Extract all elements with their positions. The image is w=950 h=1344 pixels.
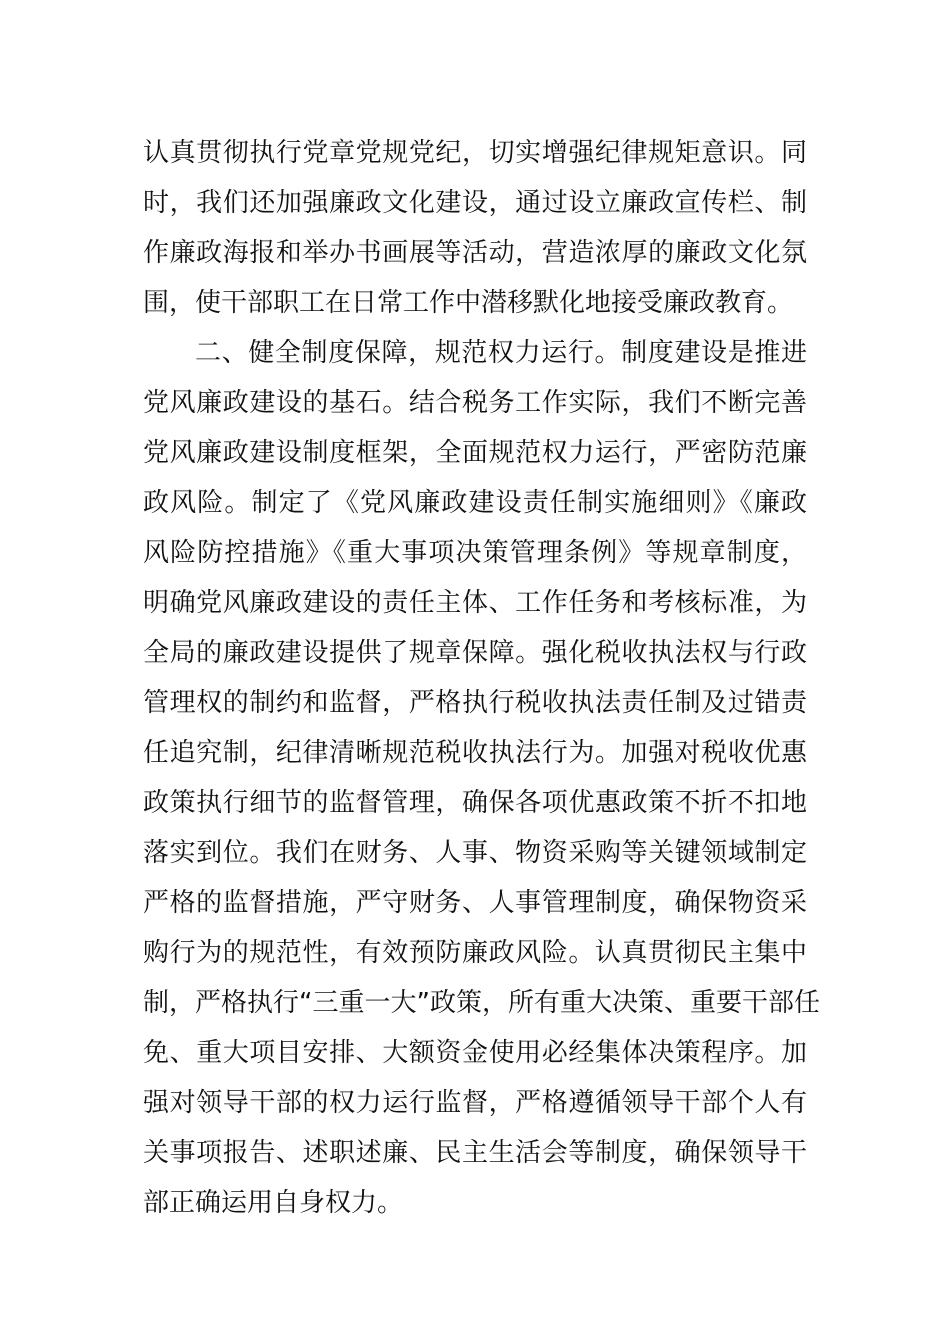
text-line: 落实到位。我们在财务、人事、物资采购等关键领域制定 [143,838,807,868]
section-heading-line: 二、健全制度保障，规范权力运行。制度建设是推进 [195,338,807,368]
text-line: 全局的廉政建设提供了规章保障。强化税收执法权与行政 [143,638,807,668]
text-line: 党风廉政建设制度框架，全面规范权力运行，严密防范廉 [143,438,807,468]
paragraph-section-two [143,328,820,1228]
text-line: 政策执行细节的监督管理，确保各项优惠政策不折不扣地 [143,788,807,818]
text-line: 购行为的规范性，有效预防廉政风险。认真贯彻民主集中 [143,938,807,968]
text-line: 部正确运用自身权力。 [143,1188,404,1218]
text-line: 风险防控措施》《重大事项决策管理条例》等规章制度， [143,538,807,568]
text-line: 党风廉政建设的基石。结合税务工作实际，我们不断完善 [143,388,807,418]
text-line: 政风险。制定了《党风廉政建设责任制实施细则》《廉政 [143,488,807,518]
text-line: 免、重大项目安排、大额资金使用必经集体决策程序。加 [143,1038,807,1068]
text-line: 任追究制，纪律清晰规范税收执法行为。加强对税收优惠 [143,738,807,768]
text-line: 作廉政海报和举办书画展等活动，营造浓厚的廉政文化氛 [143,238,807,268]
text-line: 制，严格执行“三重一大”政策，所有重大决策、重要干部任 [143,988,820,1018]
text-line: 明确党风廉政建设的责任主体、工作任务和考核标准，为 [143,588,807,618]
text-line: 强对领导干部的权力运行监督，严格遵循领导干部个人有 [143,1088,807,1118]
document-body [143,128,820,1228]
text-line: 时，我们还加强廉政文化建设，通过设立廉政宣传栏、制 [143,188,807,218]
text-line: 关事项报告、述职述廉、民主生活会等制度，确保领导干 [143,1138,807,1168]
text-line: 认真贯彻执行党章党规党纪，切实增强纪律规矩意识。同 [143,138,807,168]
text-line: 管理权的制约和监督，严格执行税收执法责任制及过错责 [143,688,807,718]
text-line: 围，使干部职工在日常工作中潜移默化地接受廉政教育。 [143,288,794,318]
text-line: 严格的监督措施，严守财务、人事管理制度，确保物资采 [143,888,807,918]
paragraph-continued [143,128,807,328]
